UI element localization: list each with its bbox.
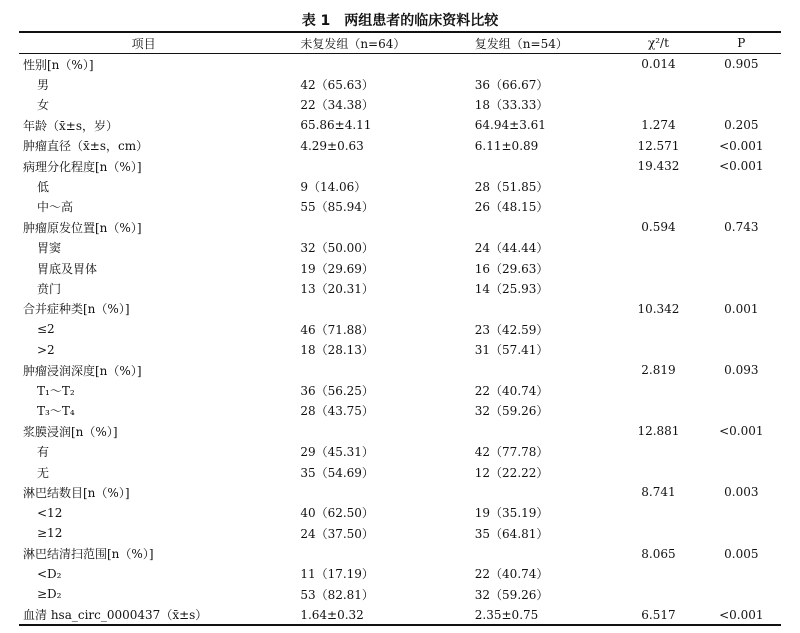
recurrence-value: 35（64.81）: [474, 526, 549, 541]
row-label: 贲门: [37, 281, 62, 296]
no-recurrence-value: [268, 54, 452, 74]
row-label: 肿瘤原发位置[n（%）]: [23, 220, 142, 235]
recurrence-value: 19（35.19）: [474, 506, 549, 521]
p-value: 0.905: [724, 57, 759, 72]
row-label: 有: [37, 445, 50, 460]
no-recurrence-value: [268, 217, 452, 237]
table-row: [19, 543, 781, 563]
no-recurrence-value: 18（28.13）: [300, 343, 374, 358]
table-row: [19, 217, 781, 237]
table-row: [19, 605, 781, 625]
p-value: [702, 258, 781, 278]
row-label: 中～高: [37, 200, 74, 215]
table-row: [19, 564, 781, 584]
no-recurrence-value: 9（14.06）: [300, 180, 367, 195]
p-value: <0.001: [719, 159, 764, 174]
statistic-value: [615, 401, 701, 421]
recurrence-value: 2.35±0.75: [474, 607, 539, 622]
row-label: 病理分化程度[n（%）]: [23, 159, 142, 174]
table-row: [19, 238, 781, 258]
table-row: [19, 503, 781, 523]
p-value: [702, 278, 781, 298]
table-row: [19, 441, 781, 461]
table-row: [19, 421, 781, 441]
p-value: [702, 95, 781, 115]
p-value: [702, 584, 781, 604]
header-p-value: P: [737, 36, 746, 50]
recurrence-value: 18（33.33）: [474, 98, 549, 113]
no-recurrence-value: 28（43.75）: [300, 404, 374, 419]
p-value: [702, 564, 781, 584]
no-recurrence-value: 13（20.31）: [300, 281, 374, 296]
recurrence-value: 24（44.44）: [474, 241, 549, 256]
statistic-value: [615, 176, 701, 196]
row-label: 女: [37, 98, 50, 113]
recurrence-value: 31（57.41）: [474, 343, 549, 358]
p-value: 0.003: [724, 485, 759, 500]
statistic-value: [615, 278, 701, 298]
no-recurrence-value: 53（82.81）: [300, 587, 374, 602]
row-label: 年龄（x̄±s，岁）: [23, 118, 118, 133]
statistic-value: 8.741: [641, 485, 676, 500]
recurrence-value: 36（66.67）: [474, 78, 549, 93]
no-recurrence-value: 1.64±0.32: [300, 607, 364, 622]
p-value: <0.001: [719, 424, 764, 439]
p-value: [702, 503, 781, 523]
p-value: [702, 401, 781, 421]
row-label: <D₂: [37, 566, 62, 581]
table-row: [19, 95, 781, 115]
no-recurrence-value: 46（71.88）: [300, 322, 374, 337]
p-value: 0.743: [724, 220, 759, 235]
row-label: 肿瘤浸润深度[n（%）]: [23, 363, 142, 378]
row-label: >2: [37, 342, 55, 357]
table-row: [19, 319, 781, 339]
recurrence-value: [453, 54, 615, 74]
statistic-value: 0.014: [641, 57, 676, 72]
recurrence-value: [453, 299, 615, 319]
no-recurrence-value: [268, 360, 452, 380]
recurrence-value: 26（48.15）: [474, 200, 549, 215]
row-label: 胃底及胃体: [37, 261, 98, 276]
header-item: 项目: [131, 36, 156, 51]
table-row: [19, 462, 781, 482]
no-recurrence-value: 11（17.19）: [300, 567, 374, 582]
statistic-value: 2.819: [641, 363, 676, 378]
no-recurrence-value: [268, 156, 452, 176]
recurrence-value: 42（77.78）: [474, 445, 549, 460]
statistic-value: [615, 95, 701, 115]
row-label: 合并症种类[n（%）]: [23, 302, 130, 317]
recurrence-value: 12（22.22）: [474, 465, 549, 480]
recurrence-value: [453, 360, 615, 380]
no-recurrence-value: [268, 421, 452, 441]
row-label: 血清 hsa_circ_0000437（x̄±s）: [23, 608, 208, 623]
recurrence-value: 32（59.26）: [474, 404, 549, 419]
statistic-value: 8.065: [641, 546, 676, 561]
no-recurrence-value: 22（34.38）: [300, 98, 374, 113]
p-value: 0.205: [724, 118, 759, 133]
row-label: T₃～T₄: [37, 404, 75, 419]
recurrence-value: [453, 421, 615, 441]
no-recurrence-value: [268, 482, 452, 502]
statistic-value: 10.342: [637, 301, 680, 316]
statistic-value: [615, 197, 701, 217]
row-label: <12: [37, 505, 63, 520]
no-recurrence-value: [268, 299, 452, 319]
recurrence-value: 64.94±3.61: [474, 118, 546, 133]
p-value: [702, 176, 781, 196]
no-recurrence-value: 42（65.63）: [300, 78, 374, 93]
table-row: [19, 380, 781, 400]
statistic-value: [615, 339, 701, 359]
no-recurrence-value: 19（29.69）: [300, 261, 374, 276]
no-recurrence-value: 36（56.25）: [300, 383, 374, 398]
table-row: [19, 54, 781, 74]
statistic-value: [615, 319, 701, 339]
table-title: 表 1 两组患者的临床资料比较: [301, 13, 499, 29]
p-value: [702, 339, 781, 359]
row-label: 淋巴结清扫范围[n（%）]: [23, 547, 154, 562]
table-row: [19, 197, 781, 217]
recurrence-value: [453, 482, 615, 502]
no-recurrence-value: 35（54.69）: [300, 465, 374, 480]
statistic-value: [615, 238, 701, 258]
statistic-value: [615, 258, 701, 278]
no-recurrence-value: 29（45.31）: [300, 445, 374, 460]
statistic-value: 0.594: [641, 220, 676, 235]
row-label: 低: [37, 180, 50, 195]
header-statistic: χ²/t: [647, 36, 669, 50]
p-value: <0.001: [719, 138, 764, 153]
statistic-value: 6.517: [641, 607, 676, 622]
statistic-value: 1.274: [641, 118, 676, 133]
table-row: [19, 156, 781, 176]
table-row: [19, 176, 781, 196]
row-label: 浆膜浸润[n（%）]: [23, 424, 118, 439]
recurrence-value: 22（40.74）: [474, 567, 549, 582]
table-row: [19, 299, 781, 319]
statistic-value: [615, 584, 701, 604]
statistic-value: [615, 503, 701, 523]
header-no-recurrence: 未复发组（n=64）: [300, 36, 406, 51]
recurrence-value: 16（29.63）: [474, 261, 549, 276]
row-label: 性别[n（%）]: [23, 57, 94, 72]
statistic-value: [615, 74, 701, 94]
row-label: 男: [37, 78, 50, 93]
header-recurrence: 复发组（n=54）: [474, 36, 568, 51]
recurrence-value: 32（59.26）: [474, 587, 549, 602]
p-value: <0.001: [719, 607, 764, 622]
header-row: [19, 32, 781, 54]
recurrence-value: 28（51.85）: [474, 180, 549, 195]
p-value: [702, 197, 781, 217]
row-label: 肿瘤直径（x̄±s，cm）: [23, 139, 149, 154]
no-recurrence-value: 65.86±4.11: [300, 118, 372, 133]
no-recurrence-value: 32（50.00）: [300, 241, 374, 256]
table-row: [19, 258, 781, 278]
no-recurrence-value: 4.29±0.63: [300, 138, 364, 153]
statistic-value: 12.881: [637, 424, 680, 439]
statistic-value: [615, 523, 701, 543]
recurrence-value: 14（25.93）: [474, 281, 549, 296]
p-value: [702, 380, 781, 400]
table-row: [19, 523, 781, 543]
table-row: [19, 360, 781, 380]
p-value: 0.001: [724, 301, 759, 316]
row-label: ≥D₂: [37, 587, 62, 602]
recurrence-value: 6.11±0.89: [474, 138, 539, 153]
row-label: 淋巴结数目[n（%）]: [23, 485, 130, 500]
table-row: [19, 339, 781, 359]
statistic-value: [615, 564, 701, 584]
statistic-value: [615, 380, 701, 400]
table-row: [19, 401, 781, 421]
table-row: [19, 74, 781, 94]
p-value: [702, 441, 781, 461]
table-row: [19, 584, 781, 604]
row-label: 胃窦: [37, 241, 62, 256]
statistic-value: [615, 441, 701, 461]
clinical-data-table: [19, 32, 781, 625]
no-recurrence-value: 24（37.50）: [300, 526, 374, 541]
no-recurrence-value: [268, 543, 452, 563]
recurrence-value: [453, 543, 615, 563]
row-label: T₁～T₂: [37, 383, 75, 398]
row-label: 无: [37, 465, 50, 480]
row-label: ≥12: [37, 526, 63, 541]
recurrence-value: 22（40.74）: [474, 383, 549, 398]
recurrence-value: [453, 217, 615, 237]
p-value: 0.093: [724, 363, 759, 378]
p-value: [702, 462, 781, 482]
p-value: [702, 523, 781, 543]
statistic-value: 12.571: [637, 138, 680, 153]
row-label: ≤2: [37, 322, 55, 337]
no-recurrence-value: 55（85.94）: [300, 200, 374, 215]
p-value: [702, 74, 781, 94]
statistic-value: [615, 462, 701, 482]
statistic-value: 19.432: [637, 159, 680, 174]
recurrence-value: [453, 156, 615, 176]
table-row: [19, 482, 781, 502]
table-row: [19, 278, 781, 298]
table-row: [19, 115, 781, 135]
no-recurrence-value: 40（62.50）: [300, 506, 374, 521]
p-value: [702, 238, 781, 258]
p-value: 0.005: [724, 546, 759, 561]
recurrence-value: 23（42.59）: [474, 322, 549, 337]
p-value: [702, 319, 781, 339]
table-row: [19, 136, 781, 156]
table-body: [19, 54, 781, 625]
